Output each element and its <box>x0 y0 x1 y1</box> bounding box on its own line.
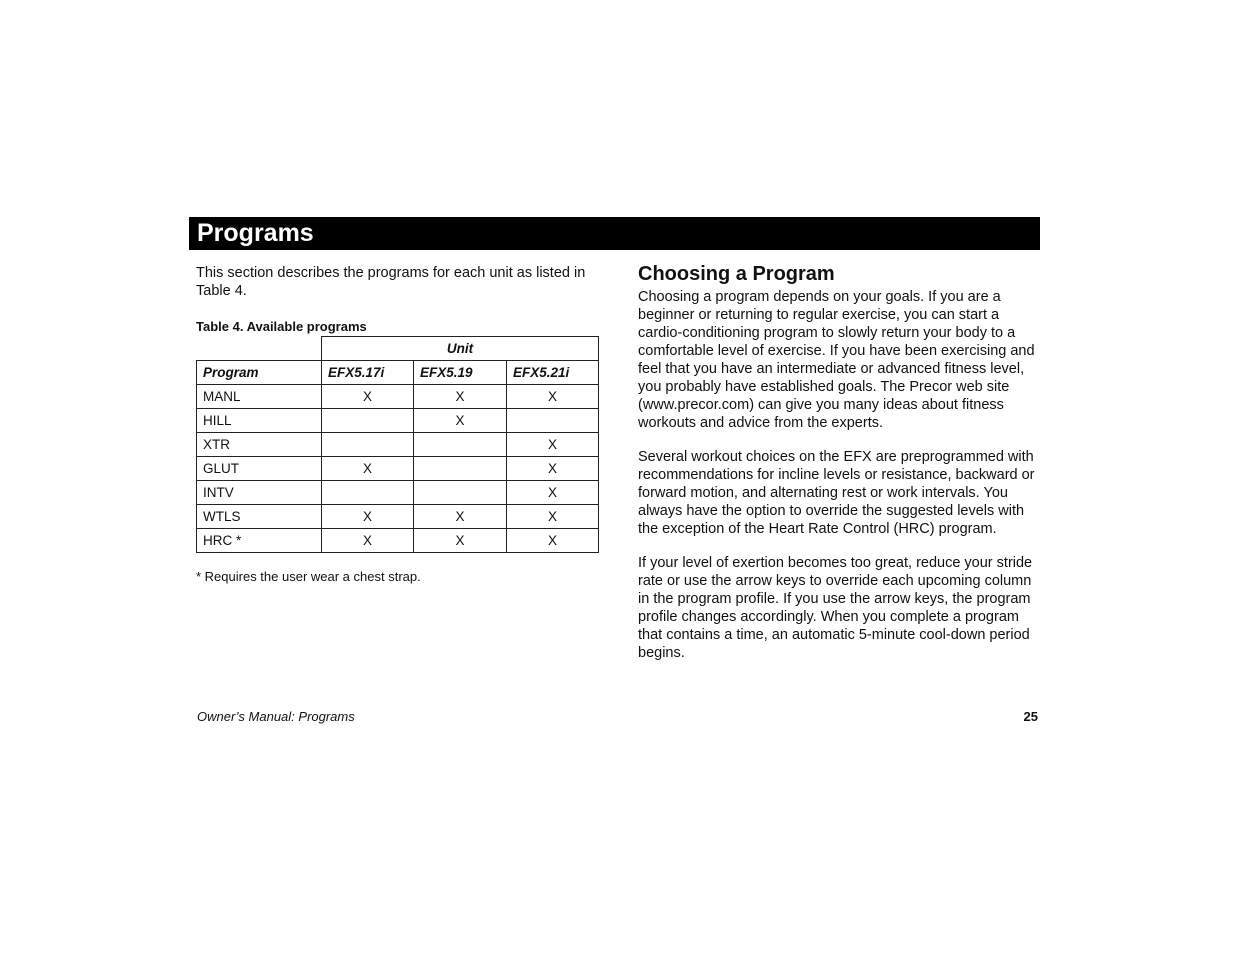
availability-cell <box>414 457 507 481</box>
availability-cell <box>322 481 414 505</box>
table-footnote: * Requires the user wear a chest strap. <box>196 569 421 584</box>
table-row <box>197 481 599 505</box>
table-row <box>197 529 599 553</box>
availability-cell <box>322 433 414 457</box>
availability-cell <box>507 409 599 433</box>
availability-cell: X <box>322 529 414 553</box>
footer-title: Owner’s Manual: Programs <box>197 709 355 724</box>
availability-cell: X <box>414 409 507 433</box>
availability-cell: X <box>322 457 414 481</box>
program-name-cell: HRC * <box>197 529 322 553</box>
availability-cell: X <box>507 481 599 505</box>
table-row <box>197 433 599 457</box>
programs-table <box>196 336 599 553</box>
program-name-cell: WTLS <box>197 505 322 529</box>
table-row <box>197 505 599 529</box>
program-name-cell: GLUT <box>197 457 322 481</box>
availability-cell: X <box>507 529 599 553</box>
program-name-cell: XTR <box>197 433 322 457</box>
program-name-cell: INTV <box>197 481 322 505</box>
table-body <box>197 385 599 553</box>
availability-cell <box>414 433 507 457</box>
availability-cell: X <box>507 385 599 409</box>
right-column <box>638 262 1038 678</box>
availability-cell: X <box>414 529 507 553</box>
paragraph: Choosing a program depends on your goals. If you are a beginner or returning to regular exercise, you can start a cardio-conditioning program to slowly return your body to a comfortable level of exercise. If you have been exercising and feel that you have an intermediate or advanced fitness level, you probably have established goals. The Precor web site (www.precor.com) can give you many ideas about fitness workouts and advice from the experts. <box>638 289 1035 431</box>
availability-cell <box>322 409 414 433</box>
program-name-cell: MANL <box>197 385 322 409</box>
page-title: Programs <box>197 219 314 247</box>
column-header-efx517i: EFX5.17i <box>322 361 414 385</box>
section-header-bar <box>189 217 1040 250</box>
table-row <box>197 385 599 409</box>
section-heading: Choosing a Program <box>638 263 835 285</box>
availability-cell: X <box>414 385 507 409</box>
availability-cell: X <box>507 505 599 529</box>
paragraph: Several workout choices on the EFX are preprogrammed with recommendations for incline levels or resistance, backward or forward motion, and alternating rest or work intervals. You always have the option to override the suggested levels with the exception of the Heart Rate Control (HRC) program. <box>638 449 1035 537</box>
page-number: 25 <box>1023 709 1038 724</box>
table-caption: Table 4. Available programs <box>196 319 367 334</box>
availability-cell <box>414 481 507 505</box>
left-column <box>196 264 601 584</box>
column-header-program: Program <box>197 361 322 385</box>
table-column-header-row <box>197 361 599 385</box>
column-header-efx521i: EFX5.21i <box>507 361 599 385</box>
availability-cell: X <box>322 385 414 409</box>
column-header-efx519: EFX5.19 <box>414 361 507 385</box>
paragraph: If your level of exertion becomes too great, reduce your stride rate or use the arrow keys to override each upcoming column in the program profile. If you use the arrow keys, the program profile changes accordingly. When you complete a program that contains a time, an automatic 5-minute cool-down period begins. <box>638 555 1033 661</box>
unit-group-header: Unit <box>322 337 599 361</box>
table-row <box>197 409 599 433</box>
table-corner-cell <box>197 337 322 361</box>
table-row <box>197 457 599 481</box>
program-name-cell: HILL <box>197 409 322 433</box>
availability-cell: X <box>322 505 414 529</box>
availability-cell: X <box>507 457 599 481</box>
availability-cell: X <box>414 505 507 529</box>
table-group-header-row <box>197 337 599 361</box>
availability-cell: X <box>507 433 599 457</box>
intro-text: This section describes the programs for each unit as listed in Table 4. <box>196 265 586 299</box>
